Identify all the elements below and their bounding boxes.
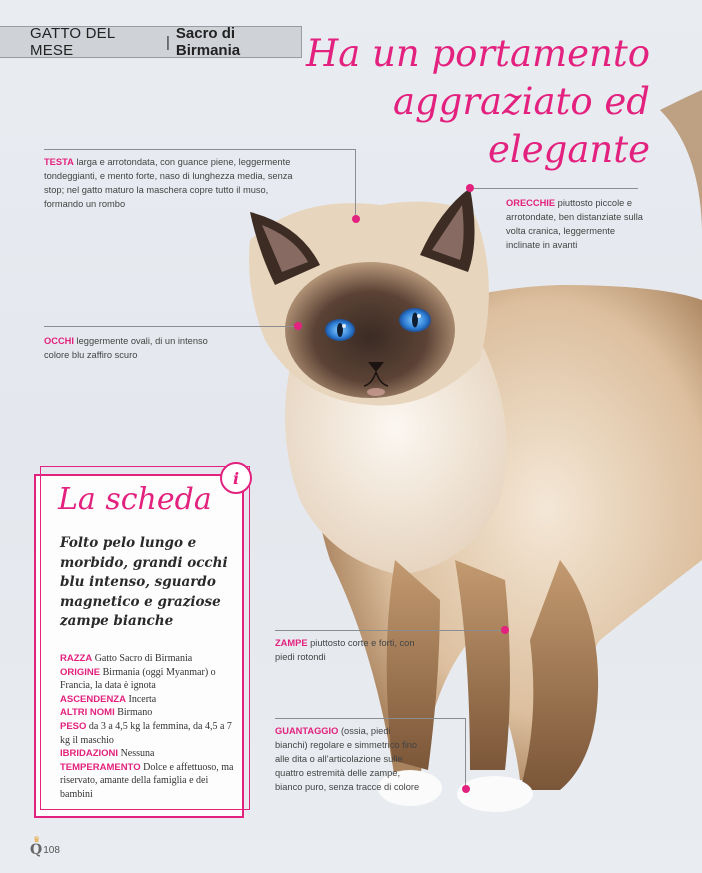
rubric-separator: | — [166, 33, 170, 51]
annotation-head — [44, 155, 306, 211]
fact-value: Birmania (oggi Myanmar) o Francia, la data è ignota — [60, 666, 216, 692]
headline: Ha un portamento aggraziato ed elegante — [305, 32, 650, 171]
fact-key: ALTRI NOMI — [60, 707, 115, 719]
fact-value: Nessuna — [120, 748, 155, 760]
annotation-gloves-key: GUANTAGGIO — [275, 726, 339, 736]
fact-value: da 3 a 4,5 kg la femmina, da 4,5 a 7 kg il maschio — [60, 720, 232, 746]
fact-item — [60, 666, 240, 693]
legs-marker-dot — [501, 626, 509, 634]
annotation-legs-text: piuttosto corte e forti, con piedi rotondi — [275, 638, 415, 662]
fact-value: Gatto Sacro di Birmania — [94, 653, 193, 664]
annotation-eyes-text: leggermente ovali, di un intenso colore blu zaffiro scuro — [44, 336, 208, 360]
annotation-legs-key: ZAMPE — [275, 638, 308, 648]
fact-value: Incerta — [128, 693, 157, 705]
info-icon — [220, 462, 252, 494]
fact-value: Birmano — [117, 707, 153, 719]
ears-marker-dot — [466, 184, 474, 192]
fact-key: PESO — [60, 720, 87, 732]
section-rubric — [0, 26, 302, 58]
head-leader-line — [44, 149, 356, 150]
annotation-head-key: TESTA — [44, 157, 74, 167]
gloves-marker-dot — [462, 785, 470, 793]
annotation-eyes-key: OCCHI — [44, 336, 74, 346]
annotation-eyes — [44, 334, 224, 362]
fact-item — [60, 706, 240, 720]
eyes-leader-line — [44, 326, 298, 327]
fact-item — [60, 747, 240, 761]
fact-list — [60, 652, 240, 802]
annotation-legs — [275, 636, 415, 664]
magazine-logo: Q — [30, 842, 43, 858]
fact-item — [60, 720, 240, 747]
magazine-logo-icon: ♛ — [33, 835, 41, 844]
fact-key: RAZZA — [60, 653, 93, 664]
gloves-leader-drop — [465, 718, 466, 788]
head-marker-dot — [352, 215, 360, 223]
legs-leader-line — [275, 630, 505, 631]
fact-item — [60, 693, 240, 707]
page-number: 108 — [43, 844, 60, 856]
card-intro: Folto pelo lungo e morbido, grandi occhi blu intenso, sguardo magnetico e graziose zampe bianche — [60, 535, 228, 629]
fact-key: ORIGINE — [60, 666, 101, 678]
rubric-subject: Sacro di Birmania — [175, 25, 241, 59]
page-folio — [30, 835, 60, 858]
annotation-ears-text: piuttosto piccole e arrotondate, ben distanziate sulla volta cranica, leggermente inclinate in avanti — [506, 198, 643, 250]
fact-key: IBRIDAZIONI — [60, 748, 119, 760]
eyes-marker-dot — [294, 322, 302, 330]
head-leader-drop — [355, 149, 356, 218]
annotation-ears-key: ORECCHIE — [506, 198, 556, 208]
fact-item — [60, 652, 240, 666]
fact-value: Dolce e affettuoso, ma riservato, amante della famiglia e dei bambini — [60, 761, 234, 800]
ears-leader-line — [474, 188, 638, 189]
info-icon-glyph: i — [232, 468, 240, 488]
card-title: La scheda — [58, 482, 212, 517]
fact-key: TEMPERAMENTO — [60, 761, 141, 773]
gloves-leader-line — [275, 718, 465, 719]
rubric-section: GATTO DEL MESE — [30, 25, 115, 59]
fact-item — [60, 761, 240, 802]
annotation-ears — [506, 196, 646, 252]
annotation-gloves — [275, 724, 425, 794]
fact-key: ASCENDENZA — [60, 693, 126, 705]
annotation-gloves-text: (ossia, piedi bianchi) regolare e simmetrico fino alle dita o all’articolazione sulle quattro estremità delle zampe, bianco puro, senza tracce di colore — [275, 726, 420, 792]
annotation-head-text: larga e arrotondata, con guance piene, leggermente tondeggianti, e mento forte, naso di lunghezza media, senza stop; nel gatto maturo la maschera copre tutto il muso, formando un rombo — [44, 157, 293, 209]
